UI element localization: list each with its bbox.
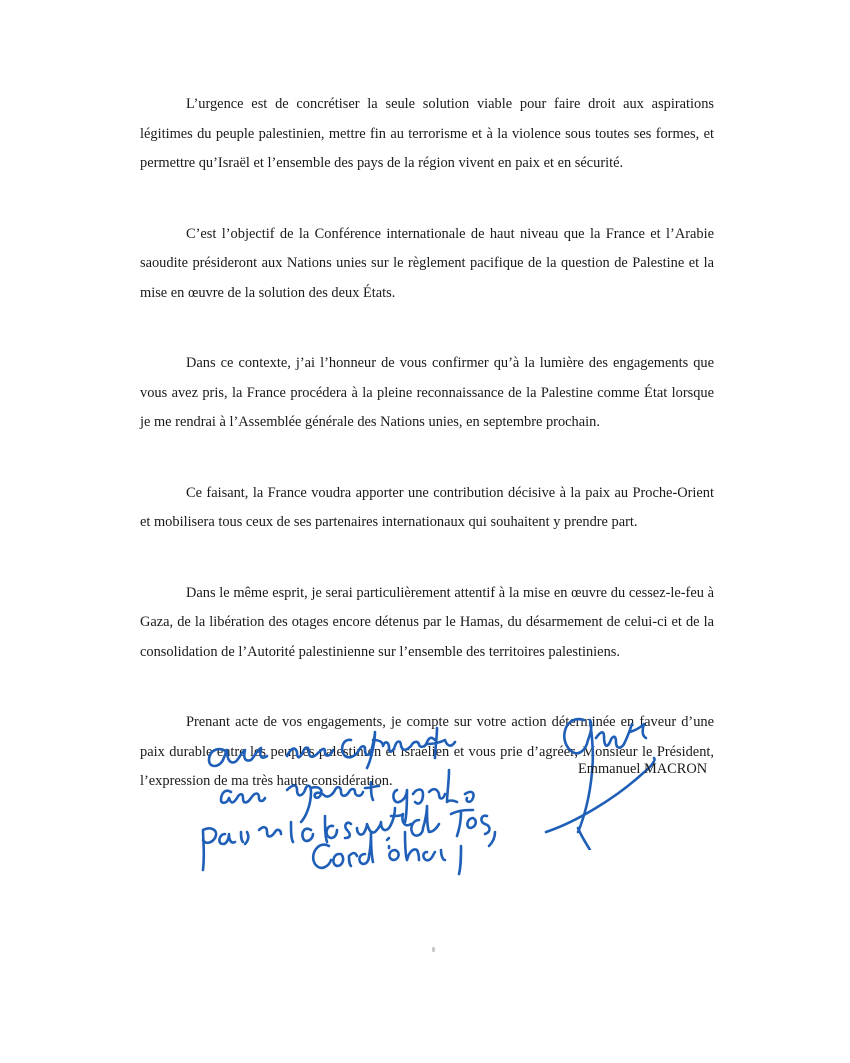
paragraph-2: C’est l’objectif de la Conférence internationale de haut niveau que la France et l’Arabie saoudite présideront aux Nations unies sur le règlement pacifique de la question de Palestine et la mise en œuvre de la solution des deux États. bbox=[140, 225, 714, 301]
letter-body bbox=[140, 90, 714, 797]
handwritten-note bbox=[175, 712, 535, 882]
paragraph-1: L’urgence est de concrétiser la seule solution viable pour faire droit aux aspirations légitimes du peuple palestinien, mettre fin au terrorisme et à la violence sous toutes ses formes, et permettre qu’Israël et l’ensemble des pays de la région vivent en paix et en sécurité. bbox=[140, 96, 714, 171]
paragraph-6: Prenant acte de vos engagements, je compte sur votre action déterminée en faveur d’une paix durable entre les peuples palestinien et israélien et vous prie d’agréer, Monsieur le Président, l’expression de ma très haute considération. bbox=[140, 714, 714, 789]
paragraph-3: Dans ce contexte, j’ai l’honneur de vous confirmer qu’à la lumière des engagements que vous avez pris, la France procédera à la pleine reconnaissance de la Palestine comme État lorsque je me rendrai à l’Assemblée générale des Nations unies, en septembre prochain. bbox=[140, 355, 714, 430]
paragraph-5: Dans le même esprit, je serai particulièrement attentif à la mise en œuvre du cessez-le-feu à Gaza, de la libération des otages encore détenus par le Hamas, du désarmement de celui-ci et de la consolidation de l’Autorité palestinienne sur l’ensemble des territoires palestiniens. bbox=[140, 584, 714, 660]
signatory-name: Emmanuel MACRON bbox=[578, 761, 708, 777]
scan-speck bbox=[432, 947, 435, 952]
paragraph-4: Ce faisant, la France voudra apporter une contribution décisive à la paix au Proche-Orient et mobilisera tous ceux de ses partenaires internationaux qui souhaitent y prendre part. bbox=[140, 484, 714, 530]
handwritten-note-ink bbox=[175, 712, 535, 882]
